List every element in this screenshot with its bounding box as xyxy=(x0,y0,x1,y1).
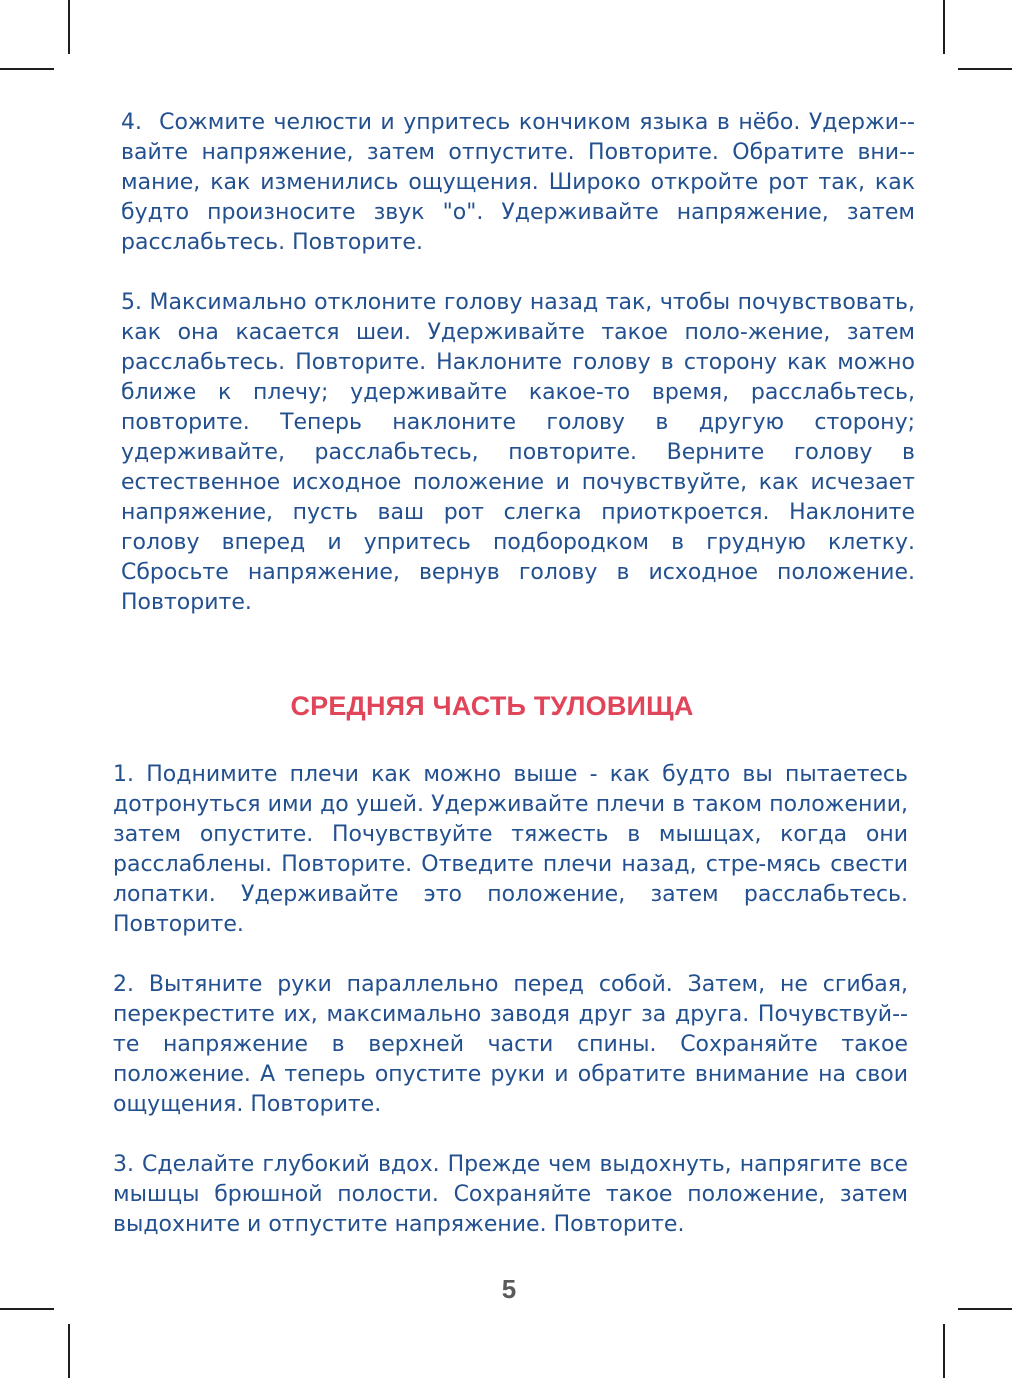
section-title: СРЕДНЯЯ ЧАСТЬ ТУЛОВИЩА xyxy=(290,691,694,721)
crop-mark-bottom-left-horizontal xyxy=(0,1308,54,1310)
torso-exercise-paragraph-3: 3. Сделайте глубокий вдох. Прежде чем выдохнуть, напрягите все мышцы брюшной полости. Сохраняйте такое положение, затем выдохните и отпустите напряжение. Повторите. xyxy=(113,1152,908,1237)
exercise-paragraph-5: 5. Максимально отклоните голову назад так, чтобы почувствовать, как она касается шеи. Удерживайте такое поло-жение, затем расслабьтесь. Повторите. Наклоните голову в сторону как можно ближе к плечу; удерживайте какое-то время, расслабьтесь, повторите. Теперь наклоните голову в другую сторону; удерживайте, расслабьтесь, повторите. Верните голову в естественное исходное положение и почувствуйте, как исчезает напряжение, пусть ваш рот слегка приоткроется. Наклоните голову вперед и упритесь подбородком в грудную клетку. Сбросьте напряжение, вернув голову в исходное положение. Повторите. xyxy=(121,290,915,615)
torso-exercise-paragraph-1: 1. Поднимите плечи как можно выше - как будто вы пытаетесь дотронуться ими до ушей. Удерживайте плечи в таком положении, затем опустите. Почувствуйте тяжесть в мышцах, когда они расслаблены. Повторите. Отведите плечи назад, стре-мясь свести лопатки. Удерживайте это положение, затем расслабьтесь. Повторите. xyxy=(113,762,908,937)
crop-mark-bottom-right-horizontal xyxy=(958,1308,1012,1310)
crop-mark-bottom-right-vertical xyxy=(943,1324,945,1378)
page-number: 5 xyxy=(501,1274,517,1304)
crop-mark-top-right-horizontal xyxy=(958,68,1012,70)
torso-exercise-paragraph-2: 2. Вытяните руки параллельно перед собой. Затем, не сгибая, перекрестите их, максимально заводя друг за друга. Почувствуй-те напряжение в верхней части спины. Сохраняйте такое положение. А теперь опустите руки и обратите внимание на свои ощущения. Повторите. xyxy=(113,972,908,1117)
crop-mark-top-right-vertical xyxy=(943,0,945,54)
crop-mark-top-left-horizontal xyxy=(0,68,54,70)
crop-mark-top-left-vertical xyxy=(68,0,70,54)
exercise-paragraph-4: 4. Сожмите челюсти и упритесь кончиком языка в нёбо. Удержи-вайте напряжение, затем отпустите. Повторите. Обратите вни-мание, как изменились ощущения. Широко откройте рот так, как будто произносите звук "о". Удерживайте напряжение, затем расслабьтесь. Повторите. xyxy=(121,110,915,255)
crop-mark-bottom-left-vertical xyxy=(68,1324,70,1378)
